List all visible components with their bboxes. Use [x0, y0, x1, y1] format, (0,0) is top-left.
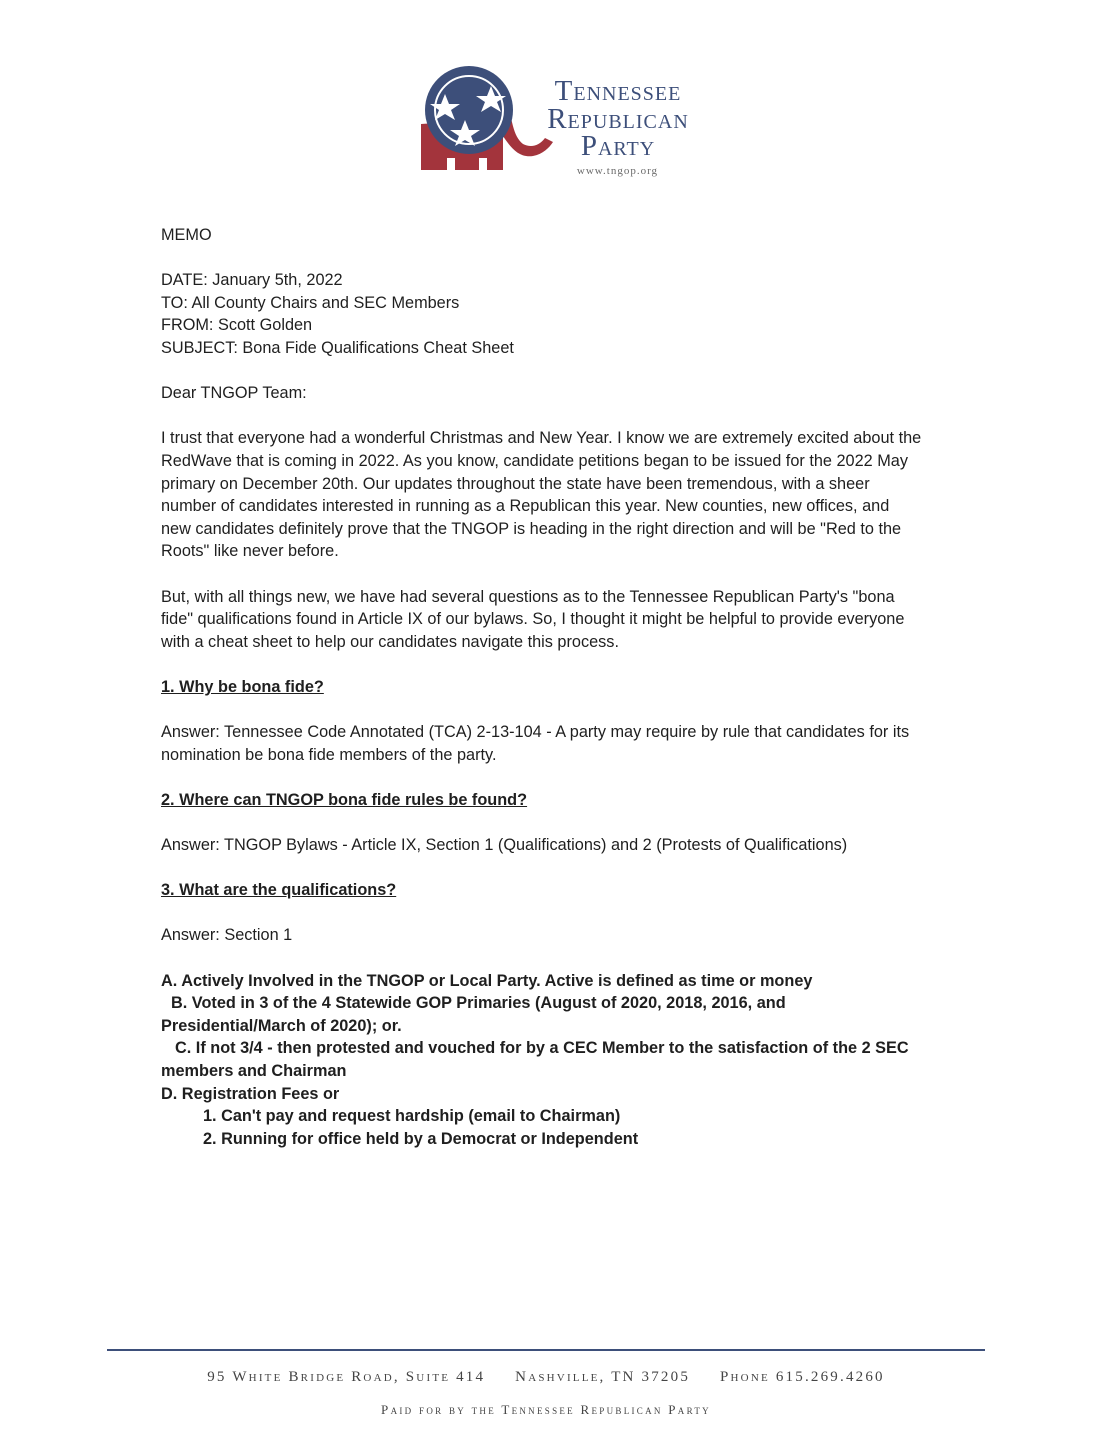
paragraph-line: Roots" like never before.	[161, 542, 339, 561]
paragraph-line: fide" qualifications found in Article IX of our bylaws. So, I thought it might be helpful to provide everyone	[161, 610, 905, 629]
criterion-b: B. Voted in 3 of the 4 Statewide GOP Primaries (August of 2020, 2018, 2016, and	[171, 994, 786, 1013]
website-url: www.tngop.org	[576, 165, 659, 177]
memo-body	[161, 224, 961, 1150]
paid-for-disclaimer: Paid for by the Tennessee Republican Party	[381, 1402, 711, 1417]
question-2-heading: 2. Where can TNGOP bona fide rules be found?	[161, 790, 528, 809]
letterhead-logo	[415, 66, 705, 182]
criterion-c: C. If not 3/4 - then protested and vouched for by a CEC Member to the satisfaction of the 2 SEC	[175, 1039, 909, 1058]
memo-label: MEMO	[161, 226, 212, 244]
criterion-a: A. Actively Involved in the TNGOP or Local Party. Active is defined as time or money	[161, 971, 813, 990]
criterion-d-1: 1. Can't pay and request hardship (email to Chairman)	[203, 1107, 621, 1126]
memo-from: FROM: Scott Golden	[161, 316, 313, 335]
memo-to: TO: All County Chairs and SEC Members	[161, 293, 460, 312]
memo-date: DATE: January 5th, 2022	[161, 271, 343, 290]
footer-city: Nashville, TN 37205	[515, 1369, 691, 1385]
paragraph-intro	[161, 427, 961, 563]
memo-subject: SUBJECT: Bona Fide Qualifications Cheat Sheet	[161, 338, 514, 357]
paragraph-line: I trust that everyone had a wonderful Christmas and New Year. I know we are extremely excited about the	[161, 429, 922, 448]
question-2-answer: Answer: TNGOP Bylaws - Article IX, Section 1 (Qualifications) and 2 (Protests of Qualifications)	[161, 836, 848, 855]
paragraph-line: primary on December 20th. Our updates throughout the state have been tremendous, with a sheer	[161, 474, 870, 493]
footer-address: 95 White Bridge Road, Suite 414	[207, 1369, 486, 1385]
question-1-answer-line: Answer: Tennessee Code Annotated (TCA) 2-13-104 - A party may require by rule that candidates for its	[161, 723, 910, 742]
criterion-d-2: 2. Running for office held by a Democrat or Independent	[203, 1129, 639, 1148]
paragraph-line: But, with all things new, we have had several questions as to the Tennessee Republican Party's "bona	[161, 587, 895, 606]
paragraph-purpose	[161, 586, 961, 654]
question-1-answer-line: nomination be bona fide members of the party.	[161, 745, 497, 764]
org-name-line-2: Republican	[547, 102, 689, 135]
footer-contact	[107, 1369, 985, 1386]
footer-divider	[107, 1349, 985, 1351]
criterion-d: D. Registration Fees or	[161, 1084, 340, 1103]
criterion-b-continued: Presidential/March of 2020); or.	[161, 1016, 402, 1035]
question-3-answer: Answer: Section 1	[161, 926, 293, 945]
paragraph-line: with a cheat sheet to help our candidates navigate this process.	[161, 632, 619, 651]
organization-name	[533, 75, 703, 162]
question-3-heading: 3. What are the qualifications?	[161, 881, 397, 900]
qualification-criteria	[161, 970, 961, 1151]
salutation: Dear TNGOP Team:	[161, 384, 307, 403]
question-1-heading: 1. Why be bona fide?	[161, 677, 324, 696]
org-name-line-3: Party	[580, 130, 656, 162]
footer-phone: Phone 615.269.4260	[720, 1369, 885, 1385]
paragraph-line: RedWave that is coming in 2022. As you know, candidate petitions began to be issued for the 2022 May	[161, 451, 908, 470]
paragraph-line: new candidates definitely prove that the TNGOP is heading in the right direction and will be "Red to the	[161, 519, 902, 538]
org-name-line-1: Tennessee	[554, 75, 682, 107]
criterion-c-continued: members and Chairman	[161, 1061, 347, 1080]
paragraph-line: number of candidates interested in running as a Republican this year. New counties, new offices, and	[161, 497, 890, 516]
